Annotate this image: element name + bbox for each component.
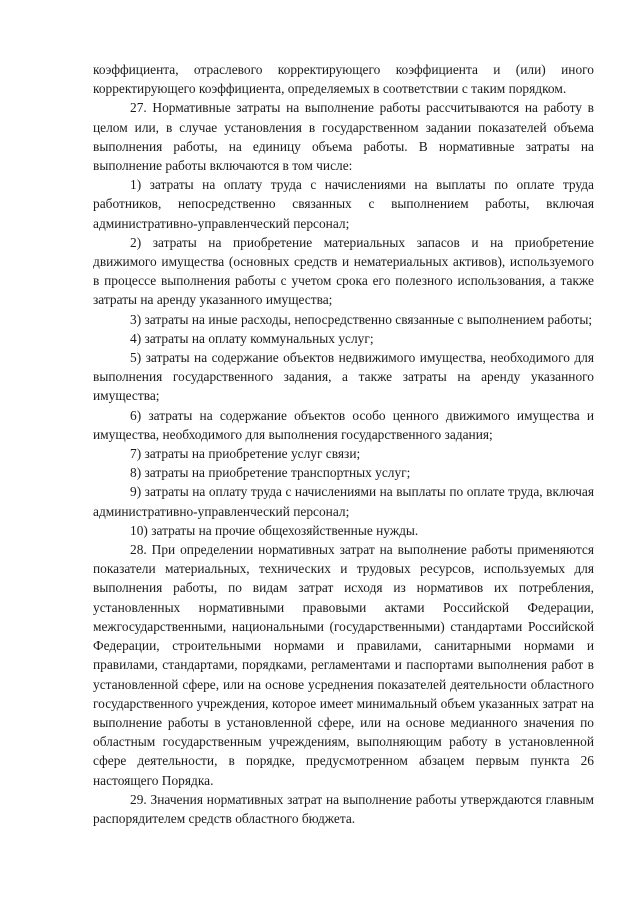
document-page [93, 60, 594, 828]
paragraph-subitem-1: 1) затраты на оплату труда с начислениями на выплаты по оплате труда работников, непосредственно связанных с выполнением работы, включая административно-управленческий персонал; [93, 177, 594, 231]
paragraph-subitem-10: 10) затраты на прочие общехозяйственные нужды. [130, 522, 419, 538]
paragraph-subitem-9: 9) затраты на оплату труда с начислениями на выплаты по оплате труда, включая административно-управленческий персонал; [93, 484, 594, 519]
paragraph-subitem-2: 2) затраты на приобретение материальных запасов и на приобретение движимого имущества (основных средств и нематериальных активов), используемого в процессе выполнения работы с учетом срока его полезного использования, а также затраты на аренду указанного имущества; [93, 234, 594, 308]
paragraph-subitem-3: 3) затраты на иные расходы, непосредственно связанные с выполнением работы; [130, 311, 593, 327]
paragraph-subitem-6: 6) затраты на содержание объектов особо ценного движимого имущества и имущества, необходимого для выполнения государственного задания; [93, 407, 594, 442]
paragraph-continuation: коэффициента, отраслевого корректирующего коэффициента и (или) иного корректирующего коэффициента, определяемых в соответствии с таким порядком. [93, 62, 594, 97]
paragraph-item-28: 28. При определении нормативных затрат на выполнение работы применяются показатели материальных, технических и трудовых ресурсов, используемых для выполнения работы, по видам затрат исходя из нормативов их потребления, установленных нормативными правовыми актами Российской Федерации, межгосударственными, национальными (государственными) стандартами Российской Федерации, строительными нормами и правилами, санитарными нормами и правилами, стандартами, порядками, регламентами и паспортами выполнения работ в установленной сфере, или на основе усреднения показателей деятельности областного государственного учреждения, которое имеет минимальный объем указанных затрат на выполнение работы в установленной сфере, или на основе медианного значения по областным государственным учреждениям, выполняющим работу в установленной сфере деятельности, в порядке, предусмотренном абзацем первым пункта 26 настоящего Порядка. [93, 542, 594, 788]
paragraph-subitem-5: 5) затраты на содержание объектов недвижимого имущества, необходимого для выполнения государственного задания, а также затраты на аренду указанного имущества; [93, 350, 594, 404]
paragraph-subitem-4: 4) затраты на оплату коммунальных услуг; [130, 330, 374, 346]
paragraph-subitem-7: 7) затраты на приобретение услуг связи; [130, 446, 361, 462]
paragraph-subitem-8: 8) затраты на приобретение транспортных услуг; [130, 465, 411, 481]
paragraph-item-27: 27. Нормативные затраты на выполнение работы рассчитываются на работу в целом или, в случае установления в государственном задании показателей объема выполнения работы, на единицу объема работы. В нормативные затраты на выполнение работы включаются в том числе: [93, 100, 594, 174]
paragraph-item-29: 29. Значения нормативных затрат на выполнение работы утверждаются главным распорядителем средств областного бюджета. [93, 791, 594, 826]
